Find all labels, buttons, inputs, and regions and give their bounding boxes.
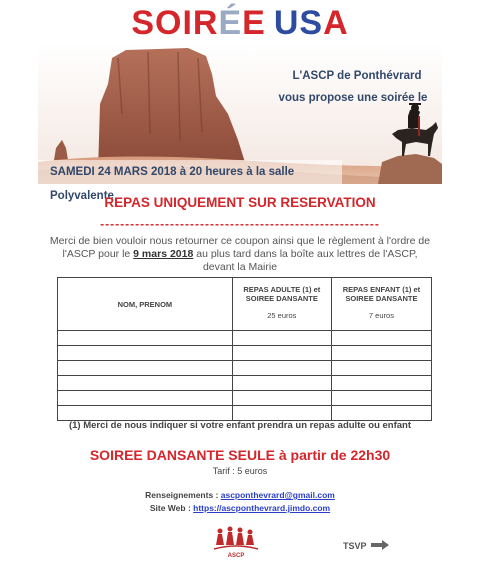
table-row xyxy=(58,331,432,346)
arrow-right-icon xyxy=(370,539,390,551)
child-cell[interactable] xyxy=(331,391,431,406)
header-name-label: NOM, PRENOM xyxy=(117,299,173,309)
adult-cell[interactable] xyxy=(232,331,331,346)
adult-cell[interactable] xyxy=(232,391,331,406)
event-date: SAMEDI 24 MARS 2018 à 20 heures à la salle Polyvalente xyxy=(38,160,342,184)
header-child xyxy=(331,278,431,331)
table-row xyxy=(58,361,432,376)
header-adult-price: 25 euros xyxy=(267,310,297,320)
child-cell[interactable] xyxy=(331,346,431,361)
table-row xyxy=(58,346,432,361)
title-letter: S xyxy=(299,4,324,42)
table-row xyxy=(58,391,432,406)
title-letter: U xyxy=(273,4,300,42)
intro-proposal: vous propose une soirée le xyxy=(278,92,428,104)
table-row xyxy=(58,376,432,391)
deadline-date: 9 mars 2018 xyxy=(133,248,194,260)
dance-price: Tarif : 5 euros xyxy=(212,466,268,476)
title-letter: E xyxy=(242,4,266,42)
footnote: (1) Merci de nous indiquer si votre enfant prendra un repas adulte ou enfant xyxy=(68,420,412,431)
intro-association: L'ASCP de Ponthévrard xyxy=(292,70,422,82)
table-row xyxy=(58,406,432,421)
name-cell[interactable] xyxy=(58,391,233,406)
reservation-heading: REPAS UNIQUEMENT SUR RESERVATION xyxy=(104,195,376,210)
website-line xyxy=(0,503,480,513)
child-cell[interactable] xyxy=(331,406,431,421)
contact-line xyxy=(0,490,480,500)
instructions-paragraph xyxy=(48,235,432,274)
title-letter: A xyxy=(323,4,349,42)
title-letter: O xyxy=(155,4,183,42)
adult-cell[interactable] xyxy=(232,361,331,376)
adult-cell[interactable] xyxy=(232,406,331,421)
dashed-divider: -------------------------------------------------------- xyxy=(100,217,380,231)
name-cell[interactable] xyxy=(58,406,233,421)
adult-cell[interactable] xyxy=(232,346,331,361)
header-child-price: 7 euros xyxy=(368,310,394,320)
child-cell[interactable] xyxy=(331,376,431,391)
contact-email-link[interactable]: ascponthevrard@gmail.com xyxy=(220,490,335,500)
table-header-row xyxy=(58,278,432,331)
header-adult-label: REPAS ADULTE (1) et SOIREE DANSANTE xyxy=(243,284,321,303)
logo-text: ASCP xyxy=(227,553,245,559)
instructions-after: au plus tard dans la boîte aux lettres de l'ASCP, devant la Mairie xyxy=(193,248,418,273)
name-cell[interactable] xyxy=(58,346,233,361)
contact-label: Renseignements : xyxy=(145,490,221,500)
website-label: Site Web : xyxy=(149,503,194,513)
instructions-before: Merci de bien vouloir nous retourner ce coupon ainsi que le règlement à l'ordre de l'ASCP pour le xyxy=(49,235,431,260)
header-name xyxy=(58,278,233,331)
child-cell[interactable] xyxy=(331,331,431,346)
turn-over-label: TSVP xyxy=(343,541,367,551)
header-adult xyxy=(232,278,331,331)
reservation-form-table xyxy=(57,277,432,421)
logo-figures-icon xyxy=(212,525,260,555)
adult-cell[interactable] xyxy=(232,376,331,391)
name-cell[interactable] xyxy=(58,331,233,346)
child-cell[interactable] xyxy=(331,361,431,376)
page-title xyxy=(0,4,480,43)
title-letter: I xyxy=(182,4,193,42)
name-cell[interactable] xyxy=(58,376,233,391)
title-letter: S xyxy=(131,4,156,42)
title-letter: R xyxy=(192,4,219,42)
title-letter: É xyxy=(218,4,243,42)
name-cell[interactable] xyxy=(58,361,233,376)
website-link[interactable]: https://ascponthevrard.jimdo.com xyxy=(193,503,331,513)
ascp-logo xyxy=(212,525,260,567)
header-child-label: REPAS ENFANT (1) et SOIREE DANSANTE xyxy=(342,284,421,303)
dance-only-heading: SOIREE DANSANTE SEULE à partir de 22h30 xyxy=(89,447,391,463)
